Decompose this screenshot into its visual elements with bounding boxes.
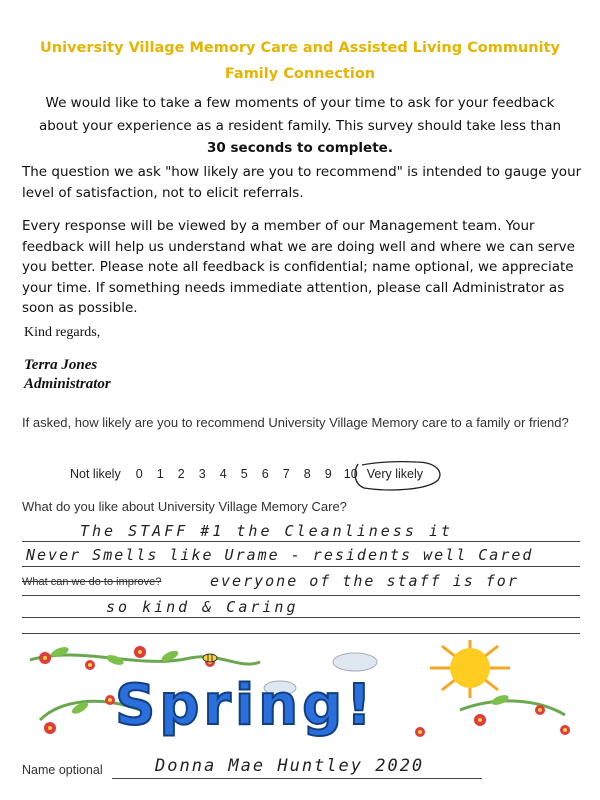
spring-word: Spring!: [115, 673, 376, 738]
recommend-question: If asked, how likely are you to recommend University Village Memory care to a family or friend?: [22, 415, 569, 430]
handwritten-answer-line-2: Never Smells like Urame - residents well Cared: [26, 546, 534, 564]
answer-rule-3: [22, 595, 580, 596]
scale-option-7[interactable]: 7: [282, 467, 290, 481]
scale-option-8[interactable]: 8: [303, 467, 311, 481]
scale-option-5[interactable]: 5: [240, 467, 248, 481]
scale-option-0[interactable]: 0: [135, 467, 143, 481]
scale-option-4[interactable]: 4: [219, 467, 227, 481]
selection-circle-mark: [350, 458, 445, 492]
survey-title: University Village Memory Care and Assisted Living Community: [40, 40, 560, 56]
handwritten-answer-line-4: so kind & Caring: [106, 598, 299, 616]
name-field-value[interactable]: Donna Mae Huntley 2020: [155, 756, 425, 776]
intro-line-2: about your experience as a resident family. This survey should take less than: [38, 118, 562, 134]
spring-illustration: [20, 640, 580, 752]
answer-rule-2: [22, 566, 580, 567]
signature-title: Administrator: [24, 376, 111, 392]
scale-option-3[interactable]: 3: [198, 467, 206, 481]
scale-low-label: Not likely: [70, 467, 121, 481]
purpose-paragraph: The question we ask "how likely are you to recommend" is intended to gauge your level of satisfaction, not to elicit referrals.: [22, 164, 582, 201]
improve-question: What can we do to improve?: [22, 576, 162, 588]
answer-rule-4: [22, 617, 580, 618]
survey-subtitle: Family Connection: [224, 66, 376, 82]
intro-line-3: 30 seconds to complete.: [207, 140, 393, 156]
closing-regards: Kind regards,: [24, 325, 101, 340]
scale-option-1[interactable]: 1: [156, 467, 164, 481]
intro-line-1: We would like to take a few moments of your time to ask for your feedback: [45, 95, 555, 111]
scale-high-label: Very likely: [366, 467, 423, 481]
handwritten-answer-line-1: The STAFF #1 the Cleanliness it: [80, 522, 453, 540]
scale-option-9[interactable]: 9: [324, 467, 332, 481]
scale-option-6[interactable]: 6: [261, 467, 269, 481]
confidentiality-paragraph: Every response will be viewed by a member of our Management team. Your feedback will help us understand what we are doing well and where we can serve you better. Please note all feedback is confidential; name optional, we appreciate your time. If something needs immediate attention, please call Administrator as soon as possible.: [22, 218, 575, 316]
scale-option-10-selected[interactable]: 10: [343, 467, 358, 481]
signature-name: Terra Jones: [24, 357, 98, 373]
name-field-label: Name optional: [22, 763, 103, 777]
likes-question: What do you like about University Village Memory Care?: [22, 499, 347, 514]
answer-rule-5: [22, 633, 580, 634]
handwritten-answer-line-3: everyone of the staff is for: [210, 572, 519, 590]
name-field-line: [112, 778, 482, 779]
answer-rule-1: [22, 541, 580, 542]
scale-option-2[interactable]: 2: [177, 467, 185, 481]
